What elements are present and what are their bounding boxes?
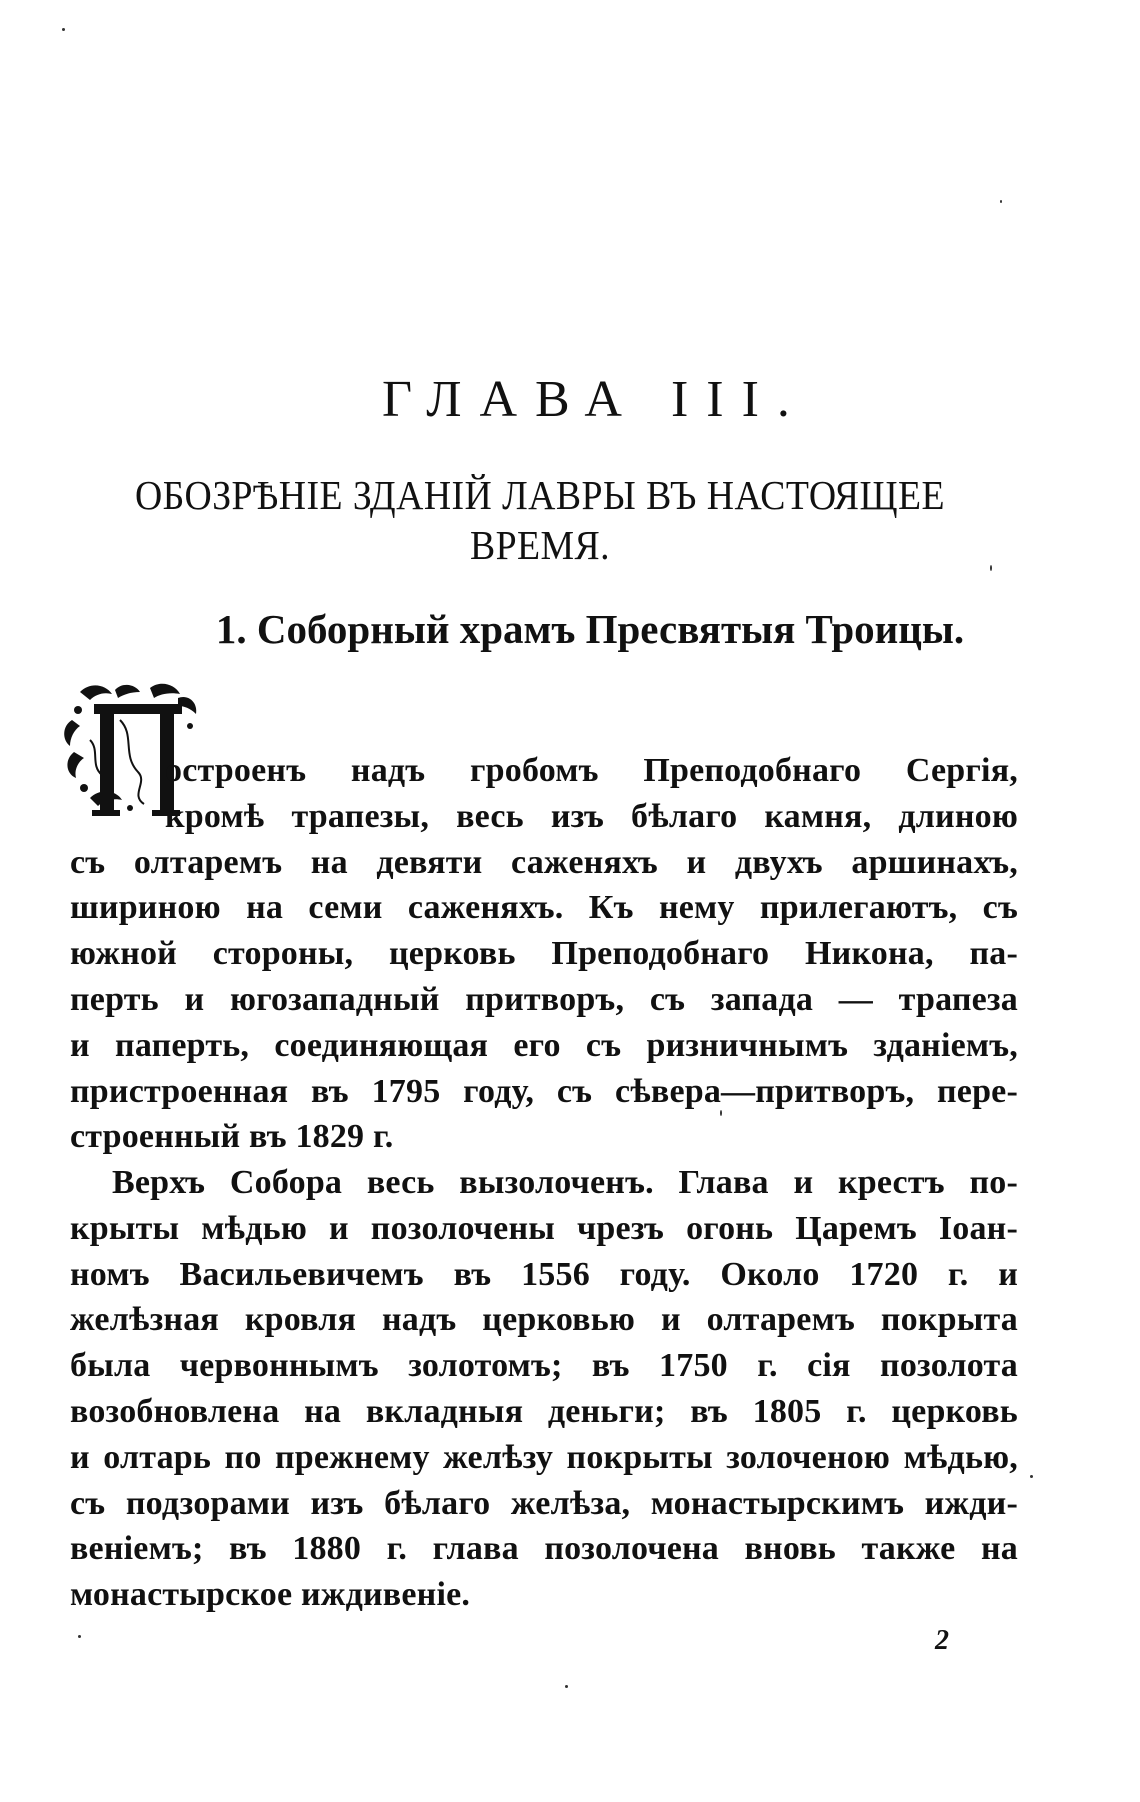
text-line: и олтарь по прежнему желѣзу покрыты золоченою мѣдью, <box>70 1438 1018 1476</box>
text-line: южной стороны, церковь Преподобнаго Никона, па- <box>70 935 1018 973</box>
paragraph <box>70 748 1018 1160</box>
page-number: 2 <box>935 1625 949 1656</box>
text-line: и паперть, соединяющая его съ ризничнымъ зданіемъ, <box>70 1026 1018 1064</box>
text-line: шириною на семи саженяхъ. Къ нему прилегаютъ, съ <box>70 889 1018 927</box>
text-line: была червоннымъ золотомъ; въ 1750 г. сія позолота <box>70 1347 1018 1385</box>
text-line: кромѣ трапезы, весь изъ бѣлаго камня, длиною <box>165 797 1018 835</box>
text-line: монастырское иждивеніе. <box>70 1576 471 1614</box>
text-line: пристроенная въ 1795 году, съ сѣвера—притворъ, пере- <box>70 1072 1018 1110</box>
text-line: номъ Васильевичемъ въ 1556 году. Около 1720 г. и <box>70 1255 1018 1293</box>
chapter-subtitle <box>98 470 981 570</box>
paragraph <box>70 1160 1018 1618</box>
text-line: перть и югозападный притворъ, съ запада — трапеза <box>70 980 1018 1018</box>
chapter-title: ГЛАВА III. <box>382 371 808 428</box>
scan-speck <box>990 565 992 571</box>
text-line: Верхъ Собора весь вызолоченъ. Глава и крестъ по- <box>112 1164 1018 1201</box>
text-line: остроенъ надъ гробомъ Преподобнаго Сергія, <box>165 752 1018 789</box>
text-line: веніемъ; въ 1880 г. глава позолочена вновь также на <box>70 1530 1018 1568</box>
text-line: крыты мѣдью и позолочены чрезъ огонь Царемъ Іоан- <box>70 1209 1018 1247</box>
scan-speck <box>720 1110 722 1116</box>
scan-speck <box>78 1635 81 1638</box>
chapter-subtitle-line: ОБОЗРѢНІЕ ЗДАНІЙ ЛАВРЫ ВЪ НАСТОЯЩЕЕ <box>134 472 946 518</box>
text-line: желѣзная кровля надъ церковью и олтаремъ покрыта <box>70 1301 1018 1339</box>
scan-speck <box>1000 200 1002 203</box>
scan-speck <box>62 28 65 31</box>
chapter-subtitle-line: ВРЕМЯ. <box>469 522 611 568</box>
text-line: строенный въ 1829 г. <box>70 1118 394 1156</box>
section-heading: 1. Соборный храмъ Пресвятыя Троицы. <box>215 606 965 652</box>
scan-speck <box>1030 1475 1033 1478</box>
scan-speck <box>565 1685 568 1688</box>
text-line: возобновлена на вкладныя деньги; въ 1805 г. церковь <box>70 1392 1018 1430</box>
text-line: съ подзорами изъ бѣлаго желѣза, монастырскимъ ижди- <box>70 1484 1018 1522</box>
text-line: съ олтаремъ на девяти саженяхъ и двухъ аршинахъ, <box>70 843 1018 881</box>
